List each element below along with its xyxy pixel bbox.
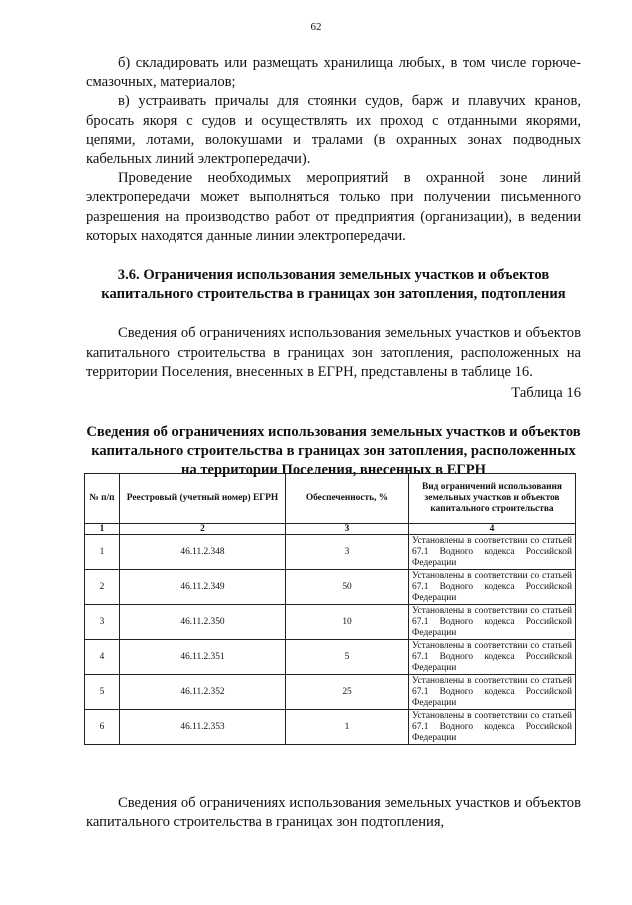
document-body — [86, 54, 581, 503]
index-cell: 2 — [120, 524, 286, 535]
cell-registry: 46.11.2.348 — [120, 535, 286, 570]
restrictions-table — [84, 473, 576, 745]
cell-kind: Установлены в соответствии со статьей 67.1 Водного кодекса Российской Федерации — [409, 535, 576, 570]
cell-kind: Установлены в соответствии со статьей 67.1 Водного кодекса Российской Федерации — [409, 640, 576, 675]
table-header-row — [85, 474, 576, 524]
table-row — [85, 605, 576, 640]
page-number: 62 — [310, 21, 322, 33]
cell-num: 3 — [85, 605, 120, 640]
index-cell: 1 — [85, 524, 120, 535]
cell-coverage: 5 — [286, 640, 409, 675]
cell-kind: Установлены в соответствии со статьей 67.1 Водного кодекса Российской Федерации — [409, 710, 576, 745]
header-registry: Реестровый (учетный номер) ЕГРН — [120, 474, 286, 524]
cell-coverage: 1 — [286, 710, 409, 745]
paragraph-v: в) устраивать причалы для стоянки судов, барж и плавучих кранов, бросать якоря с судов и осуществлять их проход с отданными якорями, цепями, лотами, волокушами и тралами (в охранных зонах подводных кабельных линий электропередачи). — [86, 93, 581, 168]
index-cell: 3 — [286, 524, 409, 535]
cell-kind: Установлены в соответствии со статьей 67.1 Водного кодекса Российской Федерации — [409, 570, 576, 605]
tail-paragraph: Сведения об ограничениях использования земельных участков и объектов капитального строительства в границах зон подтопления, — [86, 795, 581, 831]
cell-num: 2 — [85, 570, 120, 605]
cell-coverage: 25 — [286, 675, 409, 710]
header-coverage: Обеспеченность, % — [286, 474, 409, 524]
cell-coverage: 10 — [286, 605, 409, 640]
index-cell: 4 — [409, 524, 576, 535]
table-caption: Таблица 16 — [511, 385, 581, 402]
paragraph-permit: Проведение необходимых мероприятий в охранной зоне линий электропередачи может выполняться только при получении письменного разрешения на производство работ от предприятия (организации), в ведении которых находятся данные линии электропередачи. — [86, 170, 581, 244]
table-index-row — [85, 524, 576, 535]
cell-registry: 46.11.2.349 — [120, 570, 286, 605]
header-num: № п/п — [85, 474, 120, 524]
cell-kind: Установлены в соответствии со статьей 67.1 Водного кодекса Российской Федерации — [409, 675, 576, 710]
cell-registry: 46.11.2.352 — [120, 675, 286, 710]
cell-registry: 46.11.2.353 — [120, 710, 286, 745]
cell-registry: 46.11.2.351 — [120, 640, 286, 675]
cell-num: 4 — [85, 640, 120, 675]
cell-num: 1 — [85, 535, 120, 570]
table-title: Сведения об ограничениях использования земельных участков и объектов капитального строительства в границах зон затопления, расположенных на территории Поселения, внесенных в ЕГРН — [86, 424, 581, 479]
table-row — [85, 570, 576, 605]
cell-coverage: 3 — [286, 535, 409, 570]
cell-registry: 46.11.2.350 — [120, 605, 286, 640]
cell-kind: Установлены в соответствии со статьей 67.1 Водного кодекса Российской Федерации — [409, 605, 576, 640]
table-row — [85, 710, 576, 745]
cell-num: 5 — [85, 675, 120, 710]
tail-section — [86, 794, 581, 832]
table-row — [85, 640, 576, 675]
cell-coverage: 50 — [286, 570, 409, 605]
header-kind: Вид ограничений использования земельных участков и объектов капитального строительства — [409, 474, 576, 524]
cell-num: 6 — [85, 710, 120, 745]
section-heading: 3.6. Ограничения использования земельных участков и объектов капитального строительства в границах зон затопления, подтопления — [101, 267, 566, 303]
paragraph-b: б) складировать или размещать хранилища любых, в том числе горюче-смазочных, материалов; — [86, 55, 581, 91]
table-row — [85, 535, 576, 570]
intro-paragraph: Сведения об ограничениях использования земельных участков и объектов капитального строительства в границах зон затопления, расположенных на территории Поселения, внесенных в ЕГРН, представлены в таблице 16. — [86, 325, 581, 380]
table-row — [85, 675, 576, 710]
